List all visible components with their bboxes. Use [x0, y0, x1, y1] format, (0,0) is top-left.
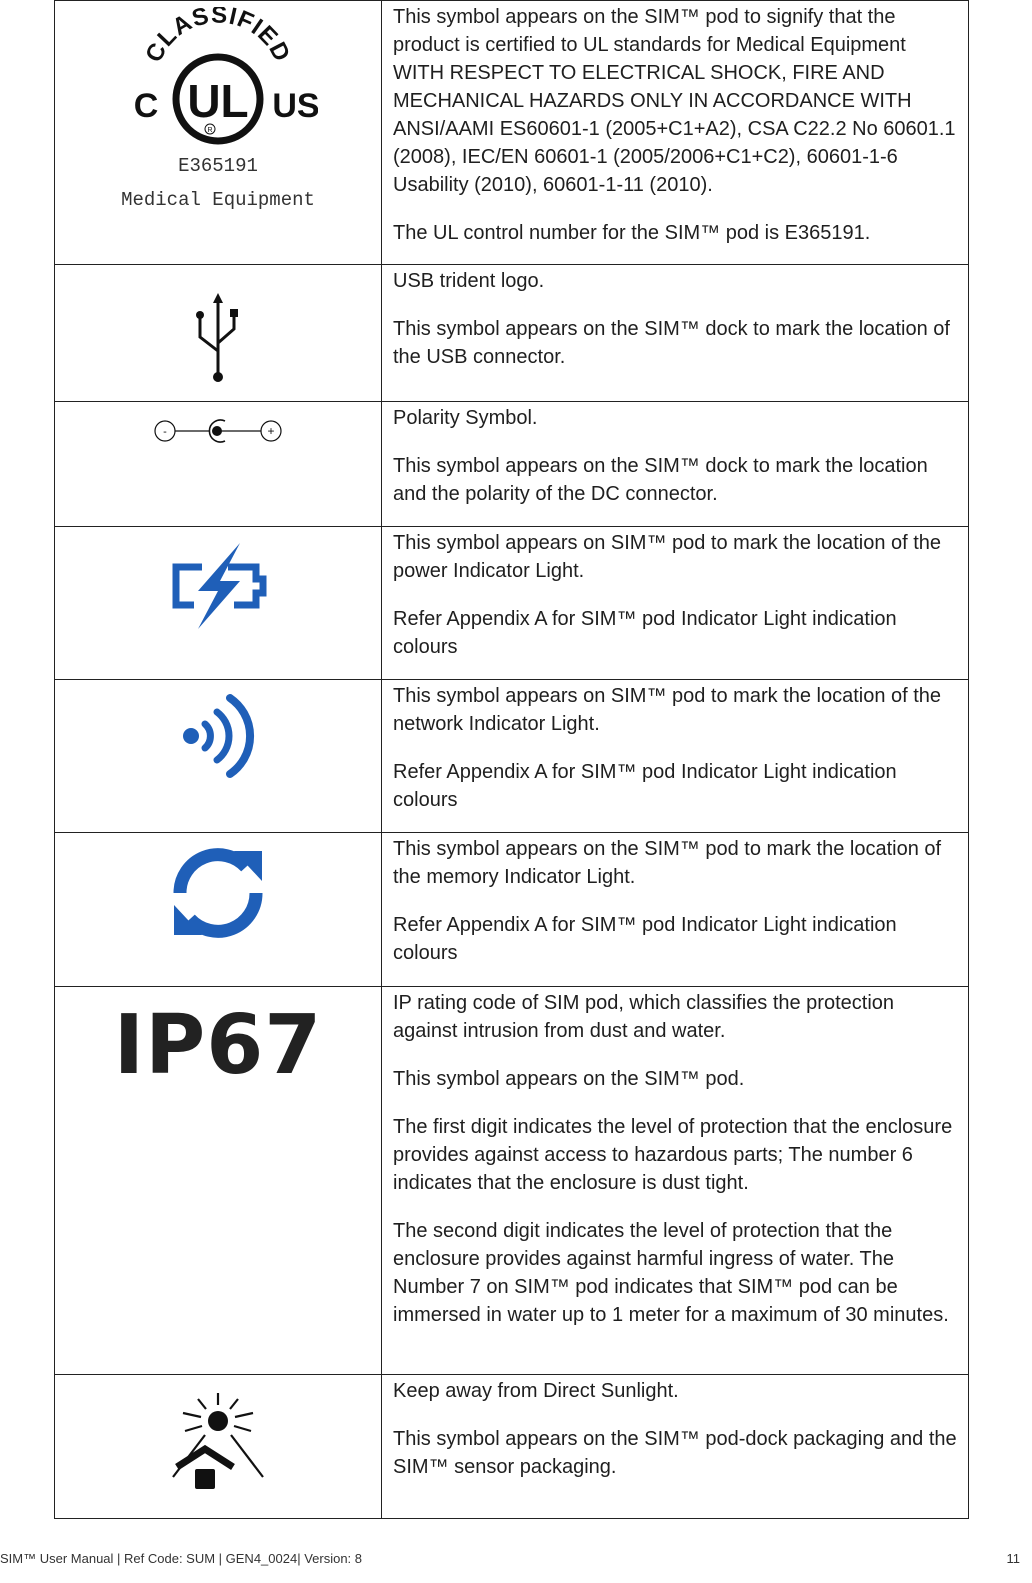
ul-us-letters: US: [272, 87, 318, 125]
table-row: [55, 1375, 969, 1519]
description-cell: [382, 680, 969, 833]
table-row: [55, 265, 969, 402]
description-paragraph: USB trident logo.: [393, 270, 545, 292]
description-paragraph: This symbol appears on the SIM™ pod.: [393, 1068, 745, 1090]
description-paragraph: The UL control number for the SIM™ pod is E365191.: [393, 222, 871, 244]
page-number: 11: [1006, 1551, 1020, 1566]
table-row: [55, 402, 969, 527]
ul-control-code: E365191: [178, 155, 258, 177]
description-cell: [382, 527, 969, 680]
symbol-cell: [55, 680, 382, 833]
symbol-cell: [55, 402, 382, 527]
description-paragraph: IP rating code of SIM pod, which classifies the protection against intrusion from dust and water.: [393, 992, 895, 1042]
description-paragraph: The second digit indicates the level of protection that the enclosure provides against harmful ingress of water. The Number 7 on SIM™ pod indicates that SIM™ pod can be immersed in water up to 1 meter for a maximum of 30 minutes.: [393, 1220, 949, 1326]
description-cell: [382, 833, 969, 987]
wireless-signal-icon: [173, 690, 263, 782]
table-row: [55, 833, 969, 987]
description-paragraph: Refer Appendix A for SIM™ pod Indicator Light indication colours: [393, 914, 897, 964]
symbol-cell: [55, 987, 382, 1375]
description-paragraph: This symbol appears on SIM™ pod to mark the location of the power Indicator Light.: [393, 532, 942, 582]
ip67-icon: IP67: [113, 998, 323, 1093]
symbol-cell: [55, 527, 382, 680]
sync-arrows-icon: [168, 843, 268, 943]
description-cell: [382, 1, 969, 265]
description-paragraph: This symbol appears on the SIM™ pod-dock packaging and the SIM™ sensor packaging.: [393, 1428, 957, 1478]
description-paragraph: Refer Appendix A for SIM™ pod Indicator Light indication colours: [393, 761, 897, 811]
ul-registered-mark: R: [207, 127, 213, 134]
ul-category: Medical Equipment: [121, 189, 315, 211]
keep-away-from-sunlight-icon: [163, 1391, 273, 1495]
polarity-plus: +: [267, 424, 275, 438]
description-paragraph: This symbol appears on the SIM™ pod to mark the location of the memory Indicator Light.: [393, 838, 942, 888]
table-row: [55, 1, 969, 265]
polarity-icon: [153, 416, 283, 446]
description-cell: [382, 265, 969, 402]
description-paragraph: Keep away from Direct Sunlight.: [393, 1380, 679, 1402]
description-paragraph: The first digit indicates the level of protection that the enclosure provides against access to hazardous parts; The number 6 indicates that the enclosure is dust tight.: [393, 1116, 953, 1194]
description-paragraph: This symbol appears on the SIM™ dock to mark the location of the USB connector.: [393, 318, 950, 368]
ul-classified-icon: [118, 7, 318, 152]
table-row: [55, 987, 969, 1375]
description-cell: [382, 402, 969, 527]
description-cell: [382, 1375, 969, 1519]
symbol-cell: [55, 265, 382, 402]
battery-charging-icon: [168, 541, 268, 631]
symbol-cell: [55, 833, 382, 987]
table-row: [55, 680, 969, 833]
description-paragraph: This symbol appears on the SIM™ pod to signify that the product is certified to UL standards for Medical Equipment WITH RESPECT TO ELECTRICAL SHOCK, FIRE AND MECHANICAL HAZARDS ONLY IN ACCORDANCE WITH ANSI/AAMI ES60601-1 (2005+C1+A2), CSA C22.2 No 60601.1 (2008), IEC/EN 60601-1 (2005/2006+C1+C2), 60601-1-6 Usability (2010), 60601-1-11 (2010).: [393, 6, 956, 196]
usb-trident-icon: [188, 289, 248, 389]
description-paragraph: Refer Appendix A for SIM™ pod Indicator Light indication colours: [393, 608, 897, 658]
ul-c-letter: C: [133, 87, 159, 125]
symbols-table: [54, 0, 969, 1519]
description-paragraph: Polarity Symbol.: [393, 407, 538, 429]
description-paragraph: This symbol appears on SIM™ pod to mark the location of the network Indicator Light.: [393, 685, 942, 735]
ul-classified-text: CLASSIFIED: [140, 7, 296, 67]
symbol-cell: [55, 1375, 382, 1519]
ul-letters: UL: [187, 75, 249, 127]
description-cell: [382, 987, 969, 1375]
polarity-minus: -: [163, 426, 167, 438]
table-row: [55, 527, 969, 680]
description-paragraph: This symbol appears on the SIM™ dock to mark the location and the polarity of the DC connector.: [393, 455, 928, 505]
footer-document-info: SIM™ User Manual | Ref Code: SUM | GEN4_0024| Version: 8: [0, 1551, 363, 1566]
symbol-cell: [55, 1, 382, 265]
